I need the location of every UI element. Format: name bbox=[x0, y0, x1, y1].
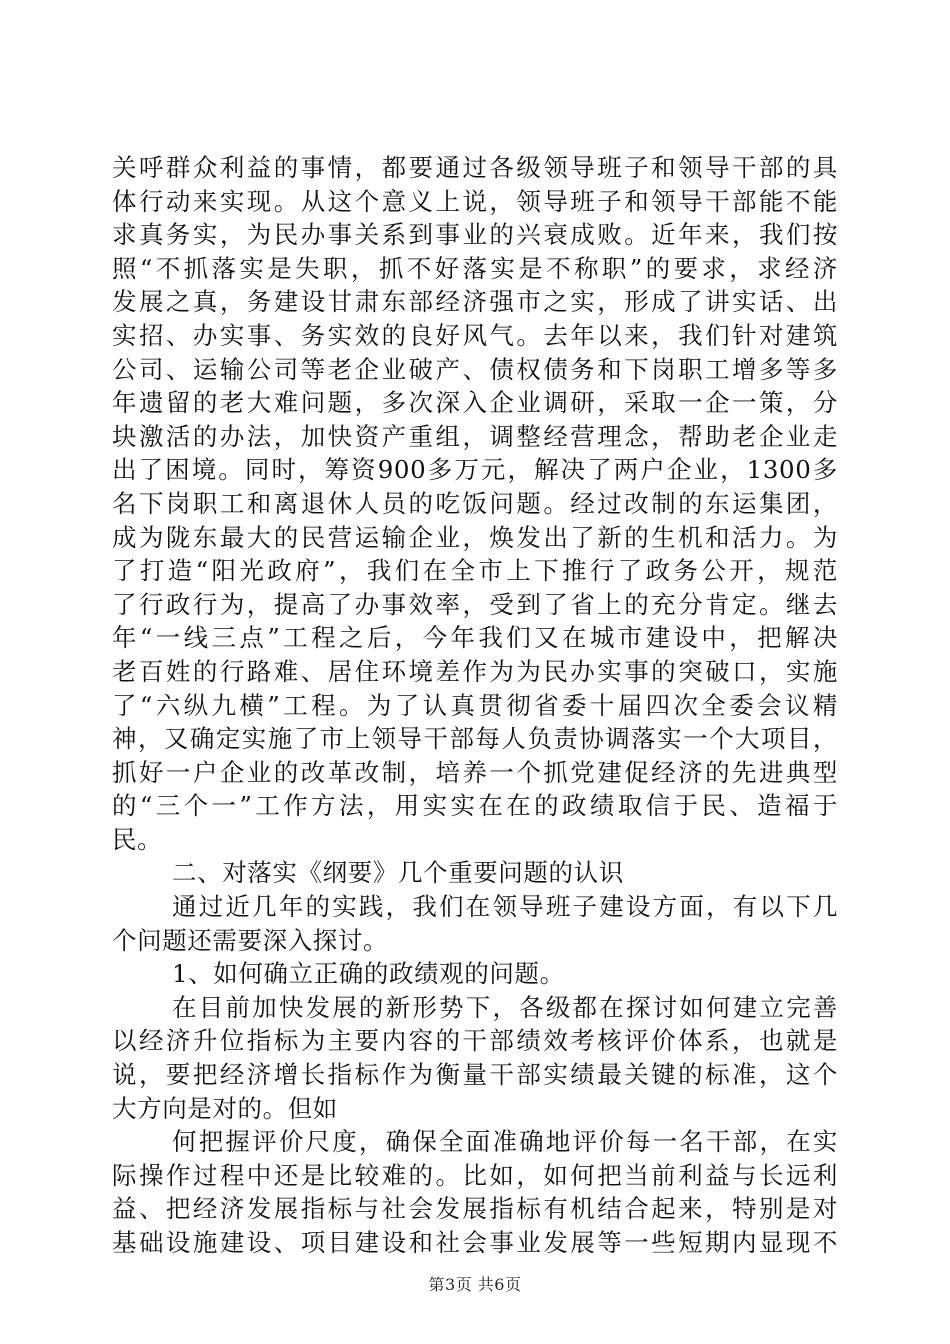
text-line: 大方向是对的。但如 bbox=[112, 1093, 338, 1123]
text-line: 个问题还需要深入探讨。 bbox=[112, 925, 389, 955]
text-line: 关呼群众利益的事情，都要通过各级领导班子和领导干部的具 bbox=[112, 153, 838, 182]
document-body bbox=[112, 151, 838, 1260]
text-line: 了打造“阳光政府”，我们在全市上下推行了政务公开，规范 bbox=[112, 556, 838, 586]
text-line: 何把握评价尺度，确保全面准确地评价每一名干部，在实 bbox=[172, 1127, 838, 1157]
text-line: 年遗留的老大难问题，多次深入企业调研，采取一企一策，分 bbox=[112, 388, 838, 418]
text-line: 通过近几年的实践，我们在领导班子建设方面，有以下几 bbox=[172, 892, 838, 922]
subsection-heading: 1、如何确立正确的政绩观的问题。 bbox=[172, 959, 565, 989]
text-line: 在目前加快发展的新形势下，各级都在探讨如何建立完善 bbox=[172, 992, 838, 1022]
page-number-footer: 第3页 共6页 bbox=[428, 1275, 522, 1294]
text-line: 抓好一户企业的改革改制，培养一个抓党建促经济的先进典型 bbox=[112, 757, 838, 787]
text-line: 以经济升位指标为主要内容的干部绩效考核评价体系，也就是 bbox=[112, 1026, 838, 1056]
text-line: 实招、办实事、务实效的良好风气。去年以来，我们针对建筑 bbox=[112, 320, 838, 350]
text-line: 民。 bbox=[112, 824, 163, 854]
text-line: 说，要把经济增长指标作为衡量干部实绩最关键的标准，这个 bbox=[112, 1060, 838, 1090]
text-line: 块激活的办法，加快资产重组，调整经营理念，帮助老企业走 bbox=[112, 421, 838, 451]
text-line: 公司、运输公司等老企业破产、债权债务和下岗职工增多等多 bbox=[112, 354, 838, 384]
text-line: 出了困境。同时，筹资900多万元，解决了两户企业，1300多 bbox=[112, 455, 838, 485]
text-line: 发展之真，务建设甘肃东部经济强市之实，形成了讲实话、出 bbox=[112, 287, 838, 317]
text-line: 际操作过程中还是比较难的。比如，如何把当前利益与长远利 bbox=[112, 1160, 838, 1190]
text-line: 年“一线三点”工程之后，今年我们又在城市建设中，把解决 bbox=[112, 623, 838, 653]
text-line: 了“六纵九横”工程。为了认真贯彻省委十届四次全委会议精 bbox=[112, 690, 838, 720]
text-line: 益、把经济发展指标与社会发展指标有机结合起来，特别是对 bbox=[112, 1194, 838, 1224]
text-line: 体行动来实现。从这个意义上说，领导班子和领导干部能不能 bbox=[112, 186, 838, 216]
text-line: 老百姓的行路难、居住环境差作为为民办实事的突破口，实施 bbox=[112, 656, 838, 686]
text-line: 的“三个一”工作方法，用实实在在的政绩取信于民、造福于 bbox=[112, 791, 838, 821]
text-line: 照“不抓落实是失职，抓不好落实是不称职”的要求，求经济 bbox=[112, 253, 838, 283]
text-line: 神，又确定实施了市上领导干部每人负责协调落实一个大项目， bbox=[112, 724, 838, 754]
text-line: 成为陇东最大的民营运输企业，焕发出了新的生机和活力。为 bbox=[112, 522, 838, 552]
section-heading: 二、对落实《纲要》几个重要问题的认识 bbox=[172, 858, 624, 888]
text-line: 求真务实，为民办事关系到事业的兴衰成败。近年来，我们按 bbox=[112, 220, 838, 250]
text-line: 名下岗职工和离退休人员的吃饭问题。经过改制的东运集团， bbox=[112, 488, 838, 518]
text-line: 基础设施建设、项目建设和社会事业发展等一些短期内显现不 bbox=[112, 1228, 838, 1257]
text-line: 了行政行为，提高了办事效率，受到了省上的充分肯定。继去 bbox=[112, 589, 838, 619]
